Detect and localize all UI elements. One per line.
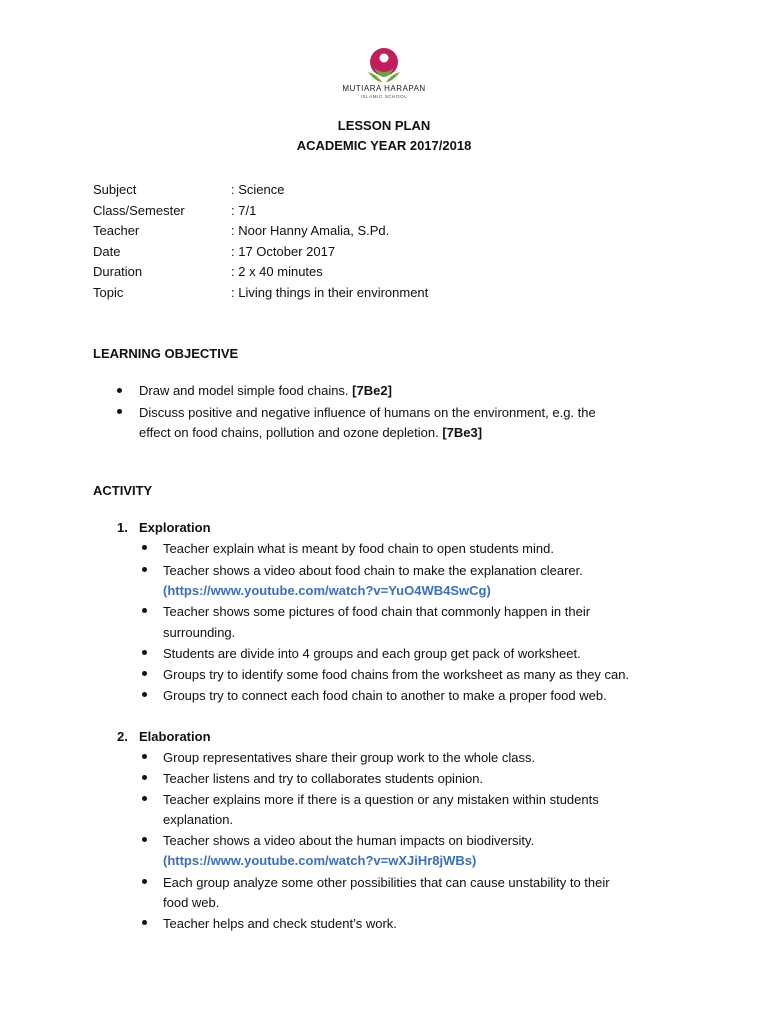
bullet-icon — [142, 692, 147, 697]
academic-year: ACADEMIC YEAR 2017/2018 — [296, 138, 472, 153]
info-value-class: : 7/1 — [231, 203, 257, 218]
section-number: 1. — [117, 520, 128, 535]
bullet-icon — [142, 837, 147, 842]
activity-item-line: surrounding. — [163, 625, 236, 640]
section-number: 2. — [117, 729, 128, 744]
info-label-teacher: Teacher — [93, 223, 140, 238]
video-link[interactable]: (https://www.youtube.com/watch?v=wXJiHr8jWBs) — [163, 853, 477, 868]
info-value-subject: : Science — [231, 182, 285, 197]
info-label-date: Date — [93, 244, 121, 259]
bullet-icon — [142, 567, 147, 572]
video-link[interactable]: (https://www.youtube.com/watch?v=YuO4WB4SwCg) — [163, 583, 491, 598]
learning-objective-heading: LEARNING OBJECTIVE — [93, 346, 239, 361]
activity-item: Teacher helps and check student’s work. — [163, 916, 397, 931]
activity-item: Teacher explain what is meant by food chain to open students mind. — [163, 541, 554, 556]
activity-heading: ACTIVITY — [93, 483, 153, 498]
bullet-icon — [142, 545, 147, 550]
activity-item: Teacher listens and try to collaborates students opinion. — [163, 771, 484, 786]
objective-item-line: effect on food chains, pollution and ozone depletion. [7Be3] — [139, 425, 483, 440]
activity-item: Teacher shows a video about the human impacts on biodiversity. — [163, 833, 535, 848]
info-value-duration: : 2 x 40 minutes — [231, 264, 323, 279]
bullet-icon — [142, 879, 147, 884]
activity-item: Group representatives share their group work to the whole class. — [163, 750, 536, 765]
doc-title: LESSON PLAN — [337, 118, 431, 133]
info-value-topic: : Living things in their environment — [231, 285, 429, 300]
bullet-icon — [142, 650, 147, 655]
bullet-icon — [142, 920, 147, 925]
bullet-icon — [142, 671, 147, 676]
activity-item: Groups try to identify some food chains from the worksheet as many as they can. — [163, 667, 630, 682]
activity-item: Teacher shows some pictures of food chain that commonly happen in their — [163, 604, 591, 619]
bullet-icon — [117, 388, 122, 393]
activity-item: Groups try to connect each food chain to another to make a proper food web. — [163, 688, 607, 703]
bullet-icon — [142, 775, 147, 780]
objective-item: Draw and model simple food chains. [7Be2] — [139, 383, 392, 398]
school-name: MUTIARA HARAPAN — [342, 84, 426, 93]
school-subtitle: ISLAMIC SCHOOL — [360, 94, 408, 99]
bullet-icon — [142, 796, 147, 801]
bullet-icon — [142, 754, 147, 759]
section-title-elaboration: Elaboration — [139, 729, 211, 744]
activity-item: Teacher explains more if there is a question or any mistaken within students — [163, 792, 599, 807]
info-value-teacher: : Noor Hanny Amalia, S.Pd. — [231, 223, 390, 238]
activity-item: Students are divide into 4 groups and each group get pack of worksheet. — [163, 646, 581, 661]
objective-item-line: Discuss positive and negative influence of humans on the environment, e.g. the — [139, 405, 596, 420]
info-label-topic: Topic — [93, 285, 124, 300]
activity-item: Teacher shows a video about food chain to make the explanation clearer. — [163, 563, 583, 578]
info-label-subject: Subject — [93, 182, 137, 197]
bullet-icon — [117, 409, 122, 414]
info-label-class: Class/Semester — [93, 203, 185, 218]
section-title-exploration: Exploration — [139, 520, 211, 535]
activity-item-line: explanation. — [163, 812, 234, 827]
info-value-date: : 17 October 2017 — [231, 244, 336, 259]
activity-item: Each group analyze some other possibilities that can cause unstability to their — [163, 875, 610, 890]
bullet-icon — [142, 608, 147, 613]
activity-item-line: food web. — [163, 895, 220, 910]
info-label-duration: Duration — [93, 264, 143, 279]
